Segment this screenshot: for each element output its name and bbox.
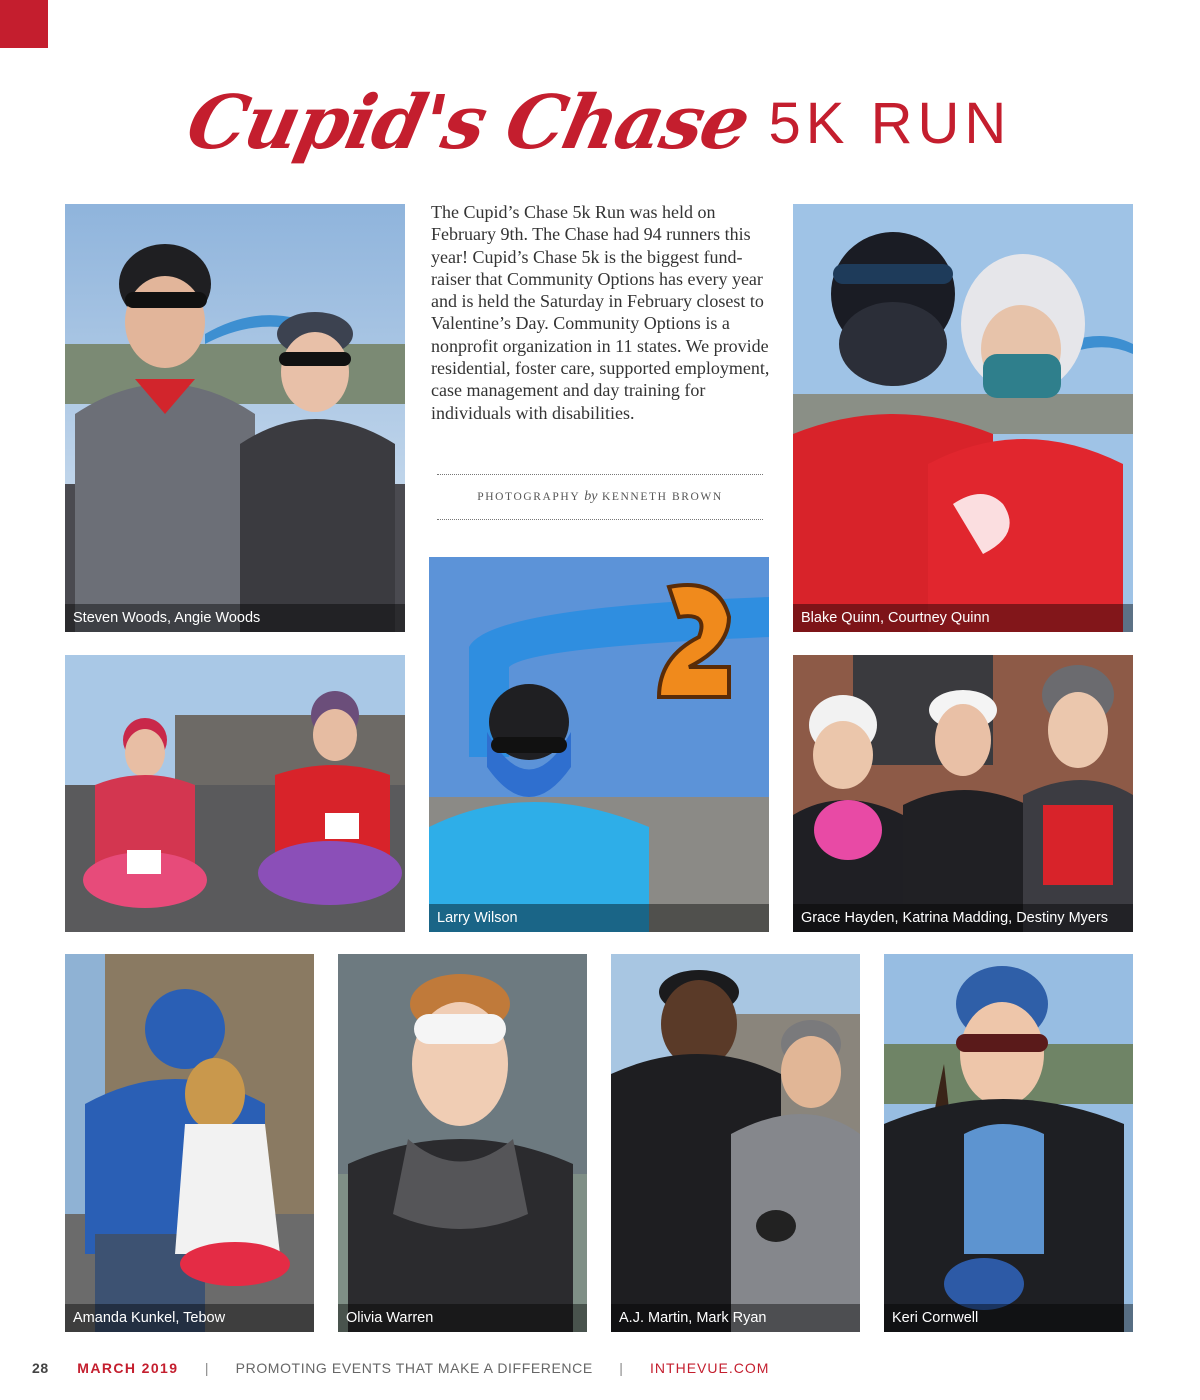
footer-site-link[interactable]: INTHEVUE.COM — [650, 1360, 770, 1376]
issue-date: MARCH 2019 — [77, 1360, 179, 1376]
footer-separator: | — [619, 1360, 624, 1376]
intro-paragraph: The Cupid’s Chase 5k Run was held on February 9th. The Chase had 94 runners this year! Cupid’s Chase 5k is the biggest fund-raiser that Community Options has every year and is held the Saturday in February closest to Valentine’s Day. Community Options is a nonprofit organization in 11 states. We provide residential, foster care, supported employment, case management and day training for individuals with disabilities. — [431, 202, 770, 423]
divider-bottom — [437, 519, 763, 520]
footer-separator: | — [204, 1360, 210, 1376]
photo-caption: Amanda Kunkel, Tebow — [65, 1304, 314, 1332]
photo-image — [793, 655, 1133, 932]
divider-top — [437, 474, 763, 475]
photo-blake-courtney-quinn — [793, 204, 1133, 632]
photo-grace-katrina-destiny — [793, 655, 1133, 932]
photo-image — [611, 954, 860, 1332]
photo-larry-wilson — [429, 557, 769, 932]
page-footer — [32, 1360, 769, 1376]
credit-label: PHOTOGRAPHY — [477, 491, 580, 503]
footer-tagline: PROMOTING EVENTS THAT MAKE A DIFFERENCE — [235, 1360, 593, 1376]
photo-keri-cornwell — [884, 954, 1133, 1332]
photo-image — [429, 557, 769, 932]
credit-name: KENNETH BROWN — [602, 491, 723, 503]
photo-caption: Keri Cornwell — [884, 1304, 1133, 1332]
title-plain: 5K RUN — [768, 90, 1012, 156]
photo-caption: Steven Woods, Angie Woods — [65, 604, 405, 632]
photo-steven-angie-woods — [65, 204, 405, 632]
photo-image — [884, 954, 1133, 1332]
photo-image — [65, 204, 405, 632]
title-script: Cupid's Chase — [179, 80, 756, 166]
photo-olivia-warren — [338, 954, 587, 1332]
photo-aj-martin-mark-ryan — [611, 954, 860, 1332]
photo-caption: Grace Hayden, Katrina Madding, Destiny Myers — [793, 904, 1133, 932]
page-title — [0, 80, 1200, 180]
photo-image — [793, 204, 1133, 632]
credit-by: by — [584, 489, 598, 504]
photo-image — [65, 954, 314, 1332]
photo-image — [338, 954, 587, 1332]
photo-credit — [437, 489, 763, 505]
photo-caption: Larry Wilson — [429, 904, 769, 932]
photo-tutu-runners — [65, 655, 405, 932]
photo-caption: A.J. Martin, Mark Ryan — [611, 1304, 860, 1332]
photo-amanda-kunkel-tebow — [65, 954, 314, 1332]
photo-caption: Blake Quinn, Courtney Quinn — [793, 604, 1133, 632]
page-number: 28 — [32, 1360, 49, 1376]
photo-caption: Olivia Warren — [338, 1304, 587, 1332]
corner-tab — [0, 0, 48, 48]
photo-image — [65, 655, 405, 932]
